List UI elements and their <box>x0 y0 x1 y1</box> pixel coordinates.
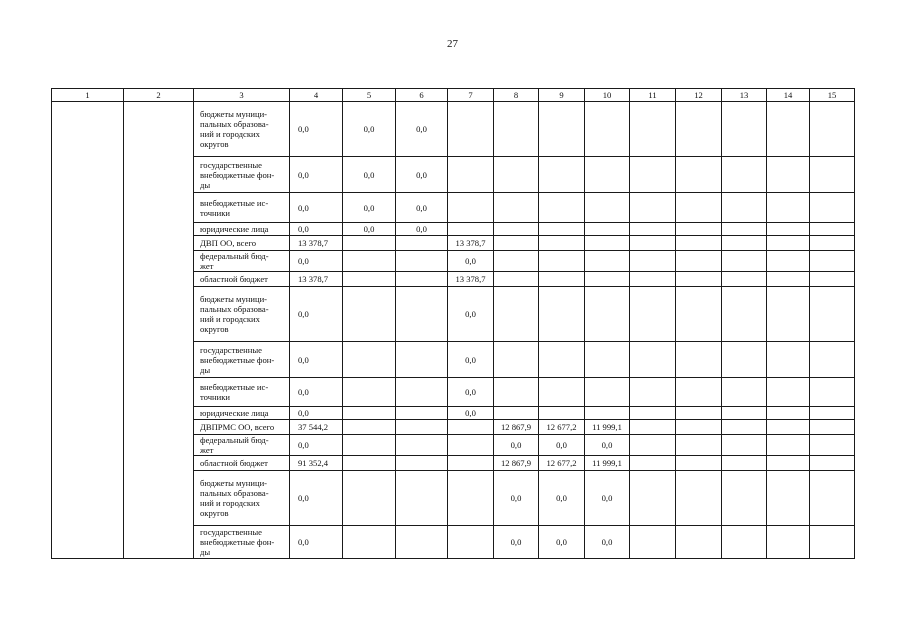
value-cell <box>396 526 448 559</box>
value-cell <box>585 102 630 157</box>
value-cell: 0,0 <box>290 378 343 407</box>
value-cell <box>448 471 494 526</box>
value-cell: 0,0 <box>290 157 343 193</box>
empty-cell <box>630 420 676 435</box>
empty-cell <box>722 102 767 157</box>
empty-cell <box>810 223 855 236</box>
empty-cell <box>630 287 676 342</box>
value-cell <box>343 435 396 456</box>
empty-cell <box>722 157 767 193</box>
value-cell <box>539 287 585 342</box>
value-cell: 0,0 <box>448 378 494 407</box>
row-label: бюджеты муници- пальных образова- ний и городских округов <box>194 471 290 526</box>
value-cell: 0,0 <box>494 435 539 456</box>
value-cell <box>585 287 630 342</box>
value-cell <box>585 272 630 287</box>
column-header: 11 <box>630 89 676 102</box>
value-cell: 12 677,2 <box>539 456 585 471</box>
empty-cell <box>810 456 855 471</box>
column-header: 4 <box>290 89 343 102</box>
value-cell <box>585 236 630 251</box>
empty-cell <box>810 471 855 526</box>
value-cell: 0,0 <box>290 407 343 420</box>
column-header: 13 <box>722 89 767 102</box>
empty-cell <box>810 342 855 378</box>
row-label: областной бюджет <box>194 272 290 287</box>
row-label: юридические лица <box>194 223 290 236</box>
value-cell <box>343 471 396 526</box>
empty-cell <box>676 456 722 471</box>
value-cell <box>448 193 494 223</box>
empty-cell <box>810 287 855 342</box>
value-cell: 0,0 <box>585 526 630 559</box>
column-header: 7 <box>448 89 494 102</box>
empty-cell <box>810 378 855 407</box>
value-cell <box>494 251 539 272</box>
empty-cell <box>810 157 855 193</box>
table-row <box>52 102 855 157</box>
value-cell: 12 677,2 <box>539 420 585 435</box>
empty-cell <box>676 435 722 456</box>
column-header: 14 <box>767 89 810 102</box>
empty-cell <box>767 407 810 420</box>
value-cell <box>448 157 494 193</box>
value-cell: 0,0 <box>396 193 448 223</box>
value-cell <box>539 102 585 157</box>
empty-cell <box>810 102 855 157</box>
row-label: юридические лица <box>194 407 290 420</box>
value-cell <box>494 272 539 287</box>
empty-cell <box>767 287 810 342</box>
empty-cell <box>767 193 810 223</box>
empty-cell <box>630 407 676 420</box>
value-cell: 0,0 <box>290 102 343 157</box>
value-cell <box>343 342 396 378</box>
value-cell: 0,0 <box>448 342 494 378</box>
row-label: ДВПРМС ОО, всего <box>194 420 290 435</box>
row-label: государственные внебюджетные фон- ды <box>194 342 290 378</box>
value-cell <box>396 287 448 342</box>
value-cell: 0,0 <box>343 157 396 193</box>
column-header: 9 <box>539 89 585 102</box>
empty-cell <box>767 236 810 251</box>
value-cell <box>539 407 585 420</box>
row-label: ДВП ОО, всего <box>194 236 290 251</box>
column-header: 5 <box>343 89 396 102</box>
table-body <box>52 102 855 559</box>
value-cell: 13 378,7 <box>290 272 343 287</box>
empty-cell <box>630 435 676 456</box>
page-number: 27 <box>447 38 458 50</box>
value-cell: 0,0 <box>448 407 494 420</box>
empty-cell <box>722 287 767 342</box>
value-cell: 11 999,1 <box>585 456 630 471</box>
empty-cell <box>810 435 855 456</box>
empty-cell <box>676 342 722 378</box>
value-cell <box>539 157 585 193</box>
empty-cell <box>630 471 676 526</box>
value-cell <box>494 193 539 223</box>
empty-cell <box>630 236 676 251</box>
value-cell <box>539 236 585 251</box>
empty-cell <box>722 471 767 526</box>
empty-cell <box>630 456 676 471</box>
empty-cell <box>630 157 676 193</box>
value-cell: 0,0 <box>448 251 494 272</box>
empty-cell <box>767 157 810 193</box>
value-cell <box>343 526 396 559</box>
empty-cell <box>722 223 767 236</box>
value-cell <box>494 342 539 378</box>
value-cell: 0,0 <box>396 223 448 236</box>
empty-cell <box>676 193 722 223</box>
row-label: государственные внебюджетные фон- ды <box>194 157 290 193</box>
value-cell: 0,0 <box>290 471 343 526</box>
value-cell <box>494 378 539 407</box>
empty-cell <box>630 223 676 236</box>
value-cell: 13 378,7 <box>290 236 343 251</box>
value-cell <box>343 272 396 287</box>
value-cell <box>396 236 448 251</box>
empty-cell <box>630 193 676 223</box>
column-header: 8 <box>494 89 539 102</box>
column-1-cell <box>52 102 124 559</box>
value-cell: 91 352,4 <box>290 456 343 471</box>
value-cell <box>539 193 585 223</box>
value-cell <box>396 378 448 407</box>
value-cell <box>396 420 448 435</box>
value-cell <box>448 456 494 471</box>
value-cell <box>396 435 448 456</box>
value-cell: 0,0 <box>585 471 630 526</box>
value-cell <box>494 287 539 342</box>
budget-table <box>51 88 855 559</box>
empty-cell <box>676 102 722 157</box>
value-cell <box>494 236 539 251</box>
value-cell <box>585 223 630 236</box>
value-cell <box>539 378 585 407</box>
empty-cell <box>676 157 722 193</box>
value-cell: 0,0 <box>290 435 343 456</box>
empty-cell <box>810 526 855 559</box>
value-cell <box>396 471 448 526</box>
value-cell <box>494 102 539 157</box>
empty-cell <box>676 251 722 272</box>
empty-cell <box>810 193 855 223</box>
empty-cell <box>810 407 855 420</box>
value-cell: 0,0 <box>343 193 396 223</box>
empty-cell <box>722 193 767 223</box>
column-2-cell <box>124 102 194 559</box>
empty-cell <box>722 236 767 251</box>
row-label: внебюджетные ис- точники <box>194 193 290 223</box>
value-cell <box>494 157 539 193</box>
row-label: федеральный бюд- жет <box>194 251 290 272</box>
value-cell: 37 544,2 <box>290 420 343 435</box>
column-header: 1 <box>52 89 124 102</box>
value-cell <box>585 378 630 407</box>
empty-cell <box>767 435 810 456</box>
value-cell: 13 378,7 <box>448 236 494 251</box>
header-row <box>52 89 855 102</box>
value-cell <box>396 251 448 272</box>
empty-cell <box>767 251 810 272</box>
column-header: 15 <box>810 89 855 102</box>
value-cell: 0,0 <box>290 287 343 342</box>
value-cell <box>494 223 539 236</box>
empty-cell <box>676 272 722 287</box>
value-cell: 12 867,9 <box>494 456 539 471</box>
empty-cell <box>630 251 676 272</box>
empty-cell <box>676 287 722 342</box>
value-cell: 0,0 <box>290 193 343 223</box>
value-cell <box>585 251 630 272</box>
empty-cell <box>722 378 767 407</box>
row-label: федеральный бюд- жет <box>194 435 290 456</box>
empty-cell <box>676 471 722 526</box>
empty-cell <box>767 102 810 157</box>
empty-cell <box>630 526 676 559</box>
value-cell <box>585 157 630 193</box>
empty-cell <box>722 407 767 420</box>
value-cell: 0,0 <box>539 471 585 526</box>
empty-cell <box>630 378 676 407</box>
value-cell: 0,0 <box>290 342 343 378</box>
value-cell <box>396 272 448 287</box>
empty-cell <box>767 471 810 526</box>
value-cell <box>585 407 630 420</box>
empty-cell <box>810 420 855 435</box>
empty-cell <box>722 420 767 435</box>
empty-cell <box>767 378 810 407</box>
empty-cell <box>676 223 722 236</box>
value-cell <box>539 223 585 236</box>
row-label: внебюджетные ис- точники <box>194 378 290 407</box>
value-cell <box>448 526 494 559</box>
value-cell <box>539 251 585 272</box>
value-cell: 0,0 <box>494 471 539 526</box>
value-cell <box>396 456 448 471</box>
empty-cell <box>722 251 767 272</box>
value-cell: 0,0 <box>539 526 585 559</box>
row-label: областной бюджет <box>194 456 290 471</box>
empty-cell <box>767 272 810 287</box>
value-cell <box>343 407 396 420</box>
empty-cell <box>722 526 767 559</box>
value-cell: 0,0 <box>396 157 448 193</box>
empty-cell <box>722 456 767 471</box>
value-cell <box>448 435 494 456</box>
value-cell: 11 999,1 <box>585 420 630 435</box>
value-cell: 12 867,9 <box>494 420 539 435</box>
column-header: 3 <box>194 89 290 102</box>
value-cell <box>343 456 396 471</box>
value-cell <box>539 272 585 287</box>
empty-cell <box>630 342 676 378</box>
row-label: бюджеты муници- пальных образова- ний и городских округов <box>194 102 290 157</box>
value-cell: 0,0 <box>290 223 343 236</box>
empty-cell <box>767 456 810 471</box>
column-header: 10 <box>585 89 630 102</box>
value-cell <box>539 342 585 378</box>
empty-cell <box>722 342 767 378</box>
value-cell: 0,0 <box>448 287 494 342</box>
value-cell: 0,0 <box>539 435 585 456</box>
empty-cell <box>722 272 767 287</box>
empty-cell <box>767 526 810 559</box>
value-cell: 0,0 <box>290 251 343 272</box>
row-label: государственные внебюджетные фон- ды <box>194 526 290 559</box>
empty-cell <box>722 435 767 456</box>
empty-cell <box>810 236 855 251</box>
value-cell: 13 378,7 <box>448 272 494 287</box>
value-cell <box>448 223 494 236</box>
column-header: 12 <box>676 89 722 102</box>
value-cell: 0,0 <box>494 526 539 559</box>
empty-cell <box>810 251 855 272</box>
empty-cell <box>767 342 810 378</box>
value-cell <box>585 342 630 378</box>
value-cell: 0,0 <box>343 223 396 236</box>
empty-cell <box>676 378 722 407</box>
value-cell <box>343 251 396 272</box>
value-cell <box>343 378 396 407</box>
empty-cell <box>767 420 810 435</box>
empty-cell <box>767 223 810 236</box>
value-cell: 0,0 <box>343 102 396 157</box>
column-header: 2 <box>124 89 194 102</box>
empty-cell <box>676 407 722 420</box>
value-cell <box>448 102 494 157</box>
value-cell <box>585 193 630 223</box>
column-header: 6 <box>396 89 448 102</box>
row-label: бюджеты муници- пальных образова- ний и городских округов <box>194 287 290 342</box>
value-cell <box>343 420 396 435</box>
value-cell <box>343 236 396 251</box>
value-cell <box>448 420 494 435</box>
empty-cell <box>676 526 722 559</box>
empty-cell <box>630 102 676 157</box>
empty-cell <box>810 272 855 287</box>
value-cell: 0,0 <box>396 102 448 157</box>
value-cell <box>396 407 448 420</box>
value-cell <box>396 342 448 378</box>
value-cell: 0,0 <box>290 526 343 559</box>
value-cell: 0,0 <box>585 435 630 456</box>
value-cell <box>343 287 396 342</box>
empty-cell <box>676 236 722 251</box>
empty-cell <box>630 272 676 287</box>
empty-cell <box>676 420 722 435</box>
value-cell <box>494 407 539 420</box>
